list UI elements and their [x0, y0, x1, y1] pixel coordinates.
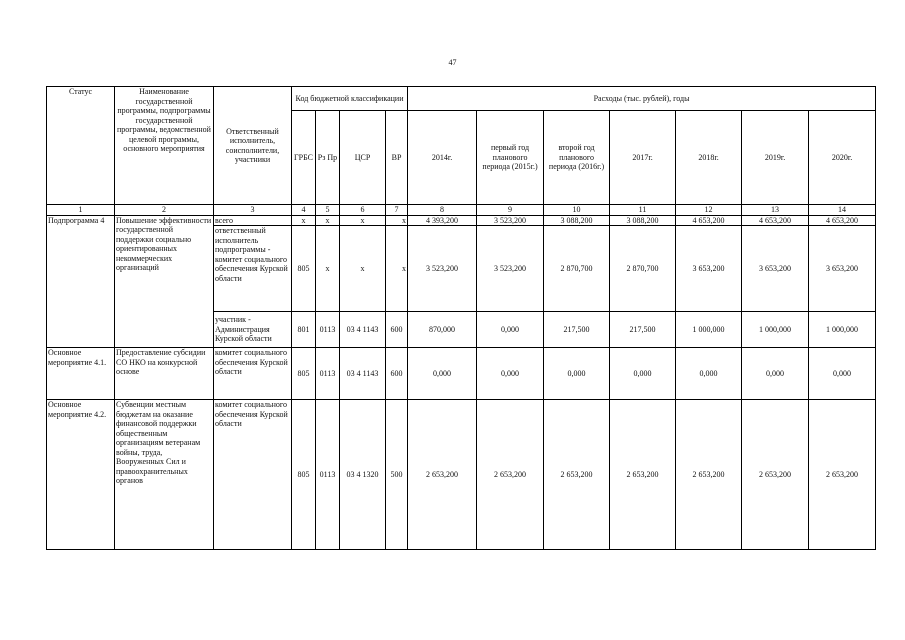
- cell-value: 1 000,000: [676, 312, 742, 348]
- cell-vr: х: [386, 226, 408, 312]
- cell-value: 870,000: [408, 312, 477, 348]
- column-number: 8: [408, 205, 477, 216]
- cell-rzpr: 0113: [316, 312, 340, 348]
- cell-vr: 500: [386, 400, 408, 550]
- row-executor: ответственный исполнитель подпрограммы - комитет социального обеспечения Курской области: [214, 226, 292, 312]
- cell-csr: 03 4 1143: [340, 348, 386, 400]
- row-executor: комитет социального обеспечения Курской области: [214, 348, 292, 400]
- column-number: 9: [477, 205, 544, 216]
- header-vr: ВР: [386, 111, 408, 205]
- cell-grbs: х: [292, 215, 316, 226]
- cell-csr: х: [340, 226, 386, 312]
- cell-value: 2 870,700: [544, 226, 610, 312]
- cell-grbs: 805: [292, 348, 316, 400]
- cell-rzpr: 0113: [316, 400, 340, 550]
- cell-value: 3 653,200: [809, 226, 876, 312]
- cell-grbs: 805: [292, 400, 316, 550]
- cell-value: 4 653,200: [742, 215, 809, 226]
- cell-value: 2 653,200: [610, 400, 676, 550]
- cell-value: 2 653,200: [477, 400, 544, 550]
- cell-value: 1 000,000: [742, 312, 809, 348]
- cell-grbs: 801: [292, 312, 316, 348]
- row-executor: участник - Администрация Курской области: [214, 312, 292, 348]
- column-number: 7: [386, 205, 408, 216]
- column-number: 13: [742, 205, 809, 216]
- activity-name: Предоставление субсидии СО НКО на конкурсной основе: [115, 348, 214, 400]
- header-year: 2018г.: [676, 111, 742, 205]
- cell-value: 2 653,200: [676, 400, 742, 550]
- header-status: Статус: [47, 87, 115, 205]
- cell-value: 4 653,200: [676, 215, 742, 226]
- cell-value: 3 653,200: [742, 226, 809, 312]
- activity-name: Субвенции местным бюджетам на оказание финансовой поддержки общественным организациям ветеранам войны, труда, Вооруженных Сил и правоохранительных органов: [115, 400, 214, 550]
- column-number: 11: [610, 205, 676, 216]
- header-executor: Ответственный исполнитель, соисполнители, участники: [214, 87, 292, 205]
- column-number: 14: [809, 205, 876, 216]
- cell-value: 0,000: [477, 348, 544, 400]
- cell-value: 0,000: [742, 348, 809, 400]
- column-number: 5: [316, 205, 340, 216]
- cell-value: 1 000,000: [809, 312, 876, 348]
- cell-value: 0,000: [477, 312, 544, 348]
- cell-value: 0,000: [676, 348, 742, 400]
- cell-value: 0,000: [610, 348, 676, 400]
- cell-value: 3 088,200: [610, 215, 676, 226]
- header-budget-code: Код бюджетной классификации: [292, 87, 408, 111]
- cell-value: 217,500: [610, 312, 676, 348]
- column-number: 2: [115, 205, 214, 216]
- cell-value: 4 393,200: [408, 215, 477, 226]
- cell-value: 3 653,200: [676, 226, 742, 312]
- cell-vr: 600: [386, 312, 408, 348]
- header-year: 2017г.: [610, 111, 676, 205]
- cell-value: 3 523,200: [477, 215, 544, 226]
- cell-rzpr: х: [316, 226, 340, 312]
- cell-csr: 03 4 1320: [340, 400, 386, 550]
- column-number: 12: [676, 205, 742, 216]
- header-program-name: Наименование государственной программы, подпрограммы государственной программы, ведомственной целевой программы, основного мероприятия: [115, 87, 214, 205]
- activity-status: Основное мероприятие 4.2.: [47, 400, 115, 550]
- cell-csr: х: [340, 215, 386, 226]
- cell-grbs: 805: [292, 226, 316, 312]
- header-year: 2019г.: [742, 111, 809, 205]
- cell-value: 0,000: [809, 348, 876, 400]
- row-executor: всего: [214, 215, 292, 226]
- header-year: 2014г.: [408, 111, 477, 205]
- subprogram-status: Подпрограмма 4: [47, 215, 115, 348]
- cell-value: 0,000: [408, 348, 477, 400]
- header-year: второй год планового периода (2016г.): [544, 111, 610, 205]
- column-number: 1: [47, 205, 115, 216]
- cell-value: 2 653,200: [544, 400, 610, 550]
- cell-value: 4 653,200: [809, 215, 876, 226]
- activity-status: Основное мероприятие 4.1.: [47, 348, 115, 400]
- cell-value: 2 653,200: [809, 400, 876, 550]
- header-year: первый год планового периода (2015г.): [477, 111, 544, 205]
- cell-value: 3 088,200: [544, 215, 610, 226]
- page-number: 47: [448, 58, 457, 67]
- cell-rzpr: 0113: [316, 348, 340, 400]
- budget-table: [46, 86, 876, 550]
- cell-value: 2 653,200: [408, 400, 477, 550]
- subprogram-name: Повышение эффективности государственной поддержки социально ориентированных некоммерческих организаций: [115, 215, 214, 348]
- column-number: 3: [214, 205, 292, 216]
- cell-value: 217,500: [544, 312, 610, 348]
- column-number: 6: [340, 205, 386, 216]
- header-csr: ЦСР: [340, 111, 386, 205]
- cell-vr: 600: [386, 348, 408, 400]
- cell-vr: х: [386, 215, 408, 226]
- header-year: 2020г.: [809, 111, 876, 205]
- column-number: 10: [544, 205, 610, 216]
- header-expenses: Расходы (тыс. рублей), годы: [408, 87, 876, 111]
- cell-value: 2 653,200: [742, 400, 809, 550]
- cell-value: 0,000: [544, 348, 610, 400]
- header-grbs: ГРБС: [292, 111, 316, 205]
- row-executor: комитет социального обеспечения Курской области: [214, 400, 292, 550]
- cell-value: 3 523,200: [477, 226, 544, 312]
- cell-value: 2 870,700: [610, 226, 676, 312]
- column-number: 4: [292, 205, 316, 216]
- cell-value: 3 523,200: [408, 226, 477, 312]
- header-rzpr: Рз Пр: [316, 111, 340, 205]
- cell-csr: 03 4 1143: [340, 312, 386, 348]
- cell-rzpr: х: [316, 215, 340, 226]
